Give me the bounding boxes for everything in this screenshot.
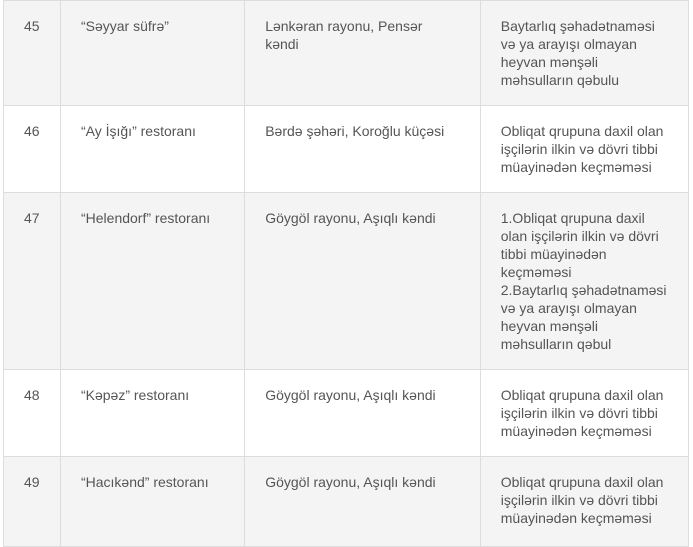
business-address: Lənkəran rayonu, Pensər kəndi [245,1,481,106]
business-address: Bərdə şəhəri, Koroğlu küçəsi [245,106,481,193]
table-row [4,457,689,547]
violation-value: Obliqat qrupuna daxil olan işçilərin ilkin və dövri tibbi müayinədən keçməməsi [500,474,664,526]
violation-value: 1.Obliqat qrupuna daxil olan işçilərin ilkin və dövri tibbi müayinədən keçməməsi 2.Baytarlıq şəhadətnaməsi və ya arayışı olmayan heyvan mənşəli məhsulların qəbul [500,210,667,352]
business-address: Göygöl rayonu, Aşıqlı kəndi [245,193,481,370]
table-body [4,1,689,547]
row-number: 49 [4,457,61,547]
violation-value: Obliqat qrupuna daxil olan işçilərin ilkin və dövri tibbi müayinədən keçməməsi [500,123,664,175]
violation-text [480,370,688,457]
business-name: “Səyyar süfrə” [60,1,244,106]
table-row [4,193,689,370]
business-name: “Hacıkənd” restoranı [60,457,244,547]
table-row [4,1,689,106]
business-name: “Kəpəz” restoranı [60,370,244,457]
violation-text [480,457,688,547]
violation-value: Obliqat qrupuna daxil olan işçilərin ilkin və dövri tibbi müayinədən keçməməsi [500,387,664,439]
row-number: 47 [4,193,61,370]
business-address: Göygöl rayonu, Aşıqlı kəndi [245,370,481,457]
inspection-table [3,0,689,547]
business-name: “Ay İşığı” restoranı [60,106,244,193]
violation-value: Baytarlıq şəhadətnaməsi və ya arayışı olmayan heyvan mənşəli məhsulların qəbulu [500,18,655,88]
row-number: 48 [4,370,61,457]
violation-text [480,193,688,370]
violation-text [480,106,688,193]
table-row [4,370,689,457]
row-number: 46 [4,106,61,193]
business-name: “Helendorf” restoranı [60,193,244,370]
table-row [4,106,689,193]
violation-text [480,1,688,106]
row-number: 45 [4,1,61,106]
business-address: Göygöl rayonu, Aşıqlı kəndi [245,457,481,547]
